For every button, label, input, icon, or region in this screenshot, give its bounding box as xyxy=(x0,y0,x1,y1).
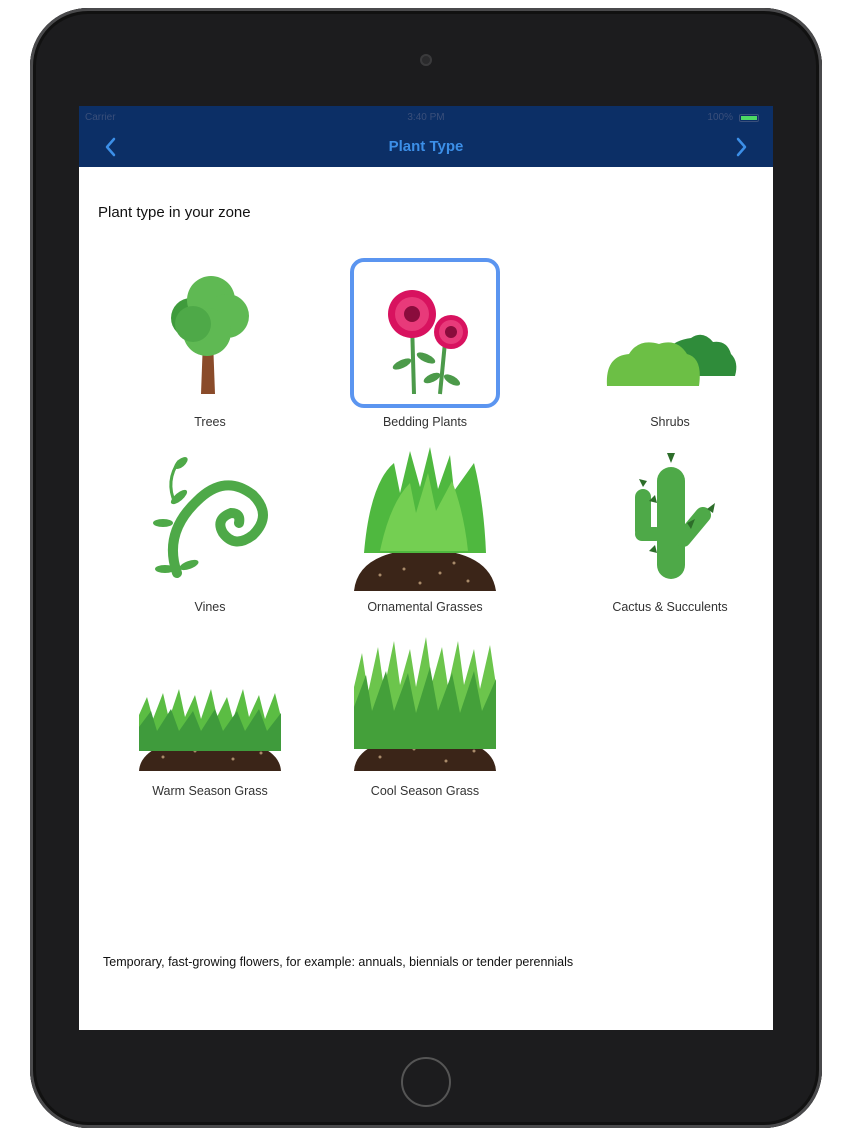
section-heading: Plant type in your zone xyxy=(98,204,251,221)
tree-icon xyxy=(135,258,285,408)
plant-type-cactus-succulents[interactable] xyxy=(595,443,745,623)
plant-type-warm-season-grass[interactable] xyxy=(135,627,285,807)
page-title: Plant Type xyxy=(388,138,464,155)
plant-type-label: Cactus & Succulents xyxy=(612,600,728,614)
app-screen xyxy=(79,106,773,1030)
navigation-bar xyxy=(79,106,773,167)
flowers-icon xyxy=(350,258,500,408)
plant-type-label: Bedding Plants xyxy=(382,415,468,429)
plant-type-label: Trees xyxy=(194,415,226,429)
ipad-frame xyxy=(30,8,822,1128)
plant-type-label: Ornamental Grasses xyxy=(367,600,483,614)
cactus-icon xyxy=(595,443,745,593)
shrubs-icon xyxy=(595,258,745,408)
plant-type-label: Warm Season Grass xyxy=(152,784,268,798)
plant-type-label: Shrubs xyxy=(650,415,690,429)
home-button[interactable] xyxy=(401,1057,451,1107)
plant-type-shrubs[interactable] xyxy=(595,258,745,438)
plant-type-trees[interactable] xyxy=(135,258,285,438)
ornamental-grass-icon xyxy=(350,443,500,593)
status-time: 3:40 PM xyxy=(407,112,445,123)
status-bar xyxy=(79,110,773,126)
carrier-label: Carrier xyxy=(85,112,116,123)
cool-grass-icon xyxy=(350,627,500,777)
plant-type-label: Vines xyxy=(194,600,226,614)
vine-icon xyxy=(135,443,285,593)
plant-type-vines[interactable] xyxy=(135,443,285,623)
chevron-right-icon[interactable] xyxy=(725,132,755,162)
plant-type-cool-season-grass[interactable] xyxy=(350,627,500,807)
battery-percent: 100% xyxy=(707,112,733,123)
plant-type-description: Temporary, fast-growing flowers, for example: annuals, biennials or tender perennials xyxy=(103,955,574,969)
warm-grass-icon xyxy=(135,627,285,777)
plant-type-bedding-plants[interactable] xyxy=(350,258,500,438)
plant-type-ornamental-grasses[interactable] xyxy=(350,443,500,623)
battery-icon xyxy=(739,114,759,122)
plant-type-label: Cool Season Grass xyxy=(370,784,480,798)
camera xyxy=(420,54,432,66)
